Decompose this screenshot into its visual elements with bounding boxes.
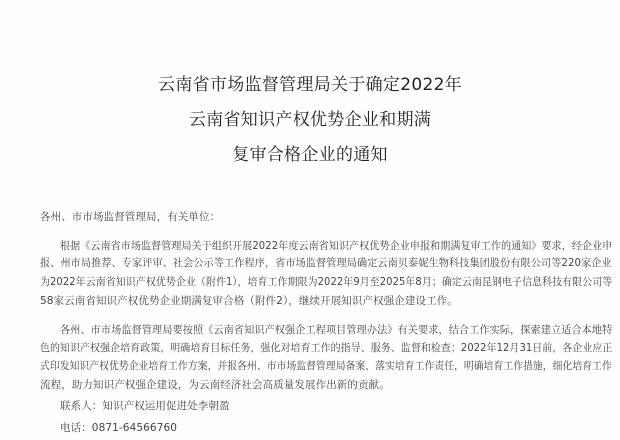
paragraph-2-line: 流程，助力知识产权强企建设，为云南经济社会高质量发展作出新的贡献。 bbox=[40, 379, 390, 391]
document-title-line-1: 云南省市场监督管理局关于确定2022年 bbox=[158, 75, 462, 95]
salutation: 各州、市市场监督管理局，有关单位： bbox=[40, 211, 221, 223]
paragraph-1-line: 58家云南省知识产权优势企业期满复审合格（附件2），继续开展知识产权强企建设工作。 bbox=[40, 295, 458, 307]
contact-phone: 电话：0871-64566760 bbox=[60, 422, 178, 434]
contact-person: 联系人：知识产权运用促进处李朝盈 bbox=[60, 400, 230, 412]
paragraph-2-line: 各州、市市场监督管理局要按照《云南省知识产权强企工程项目管理办法》有关要求，结合工作实际，探索建立适合本地特 bbox=[60, 324, 613, 336]
paragraph-1-line: 为2022年云南省知识产权优势企业（附件1），培育工作期限为2022年9月至2025年8月；确定云南昆钢电子信息科技有限公司等 bbox=[40, 276, 613, 288]
document-title-line-3: 复审合格企业的通知 bbox=[232, 145, 388, 165]
document-title-line-2: 云南省知识产权优势企业和期满 bbox=[188, 110, 432, 130]
paragraph-1-line: 报、州市局推荐、专家评审、社会公示等工作程序，省市场监督管理局确定云南贝泰妮生物科技集团股份有限公司等220家企业 bbox=[40, 257, 612, 269]
paragraph-2-line: 色的知识产权强企培育政策，明确培育目标任务，强化对培育工作的指导、服务、监督和检查；2022年12月31日前，各企业应正 bbox=[40, 342, 613, 354]
paragraph-2-line: 式印发知识产权优势企业培育工作方案，并报各州、市市场监督管理局备案，落实培育工作责任，明确培育工作措施，细化培育工作 bbox=[40, 360, 612, 372]
paragraph-1-line: 根据《云南省市场监督管理局关于组织开展2022年度云南省知识产权优势企业申报和期满复审工作的通知》要求，经企业申 bbox=[60, 240, 613, 252]
